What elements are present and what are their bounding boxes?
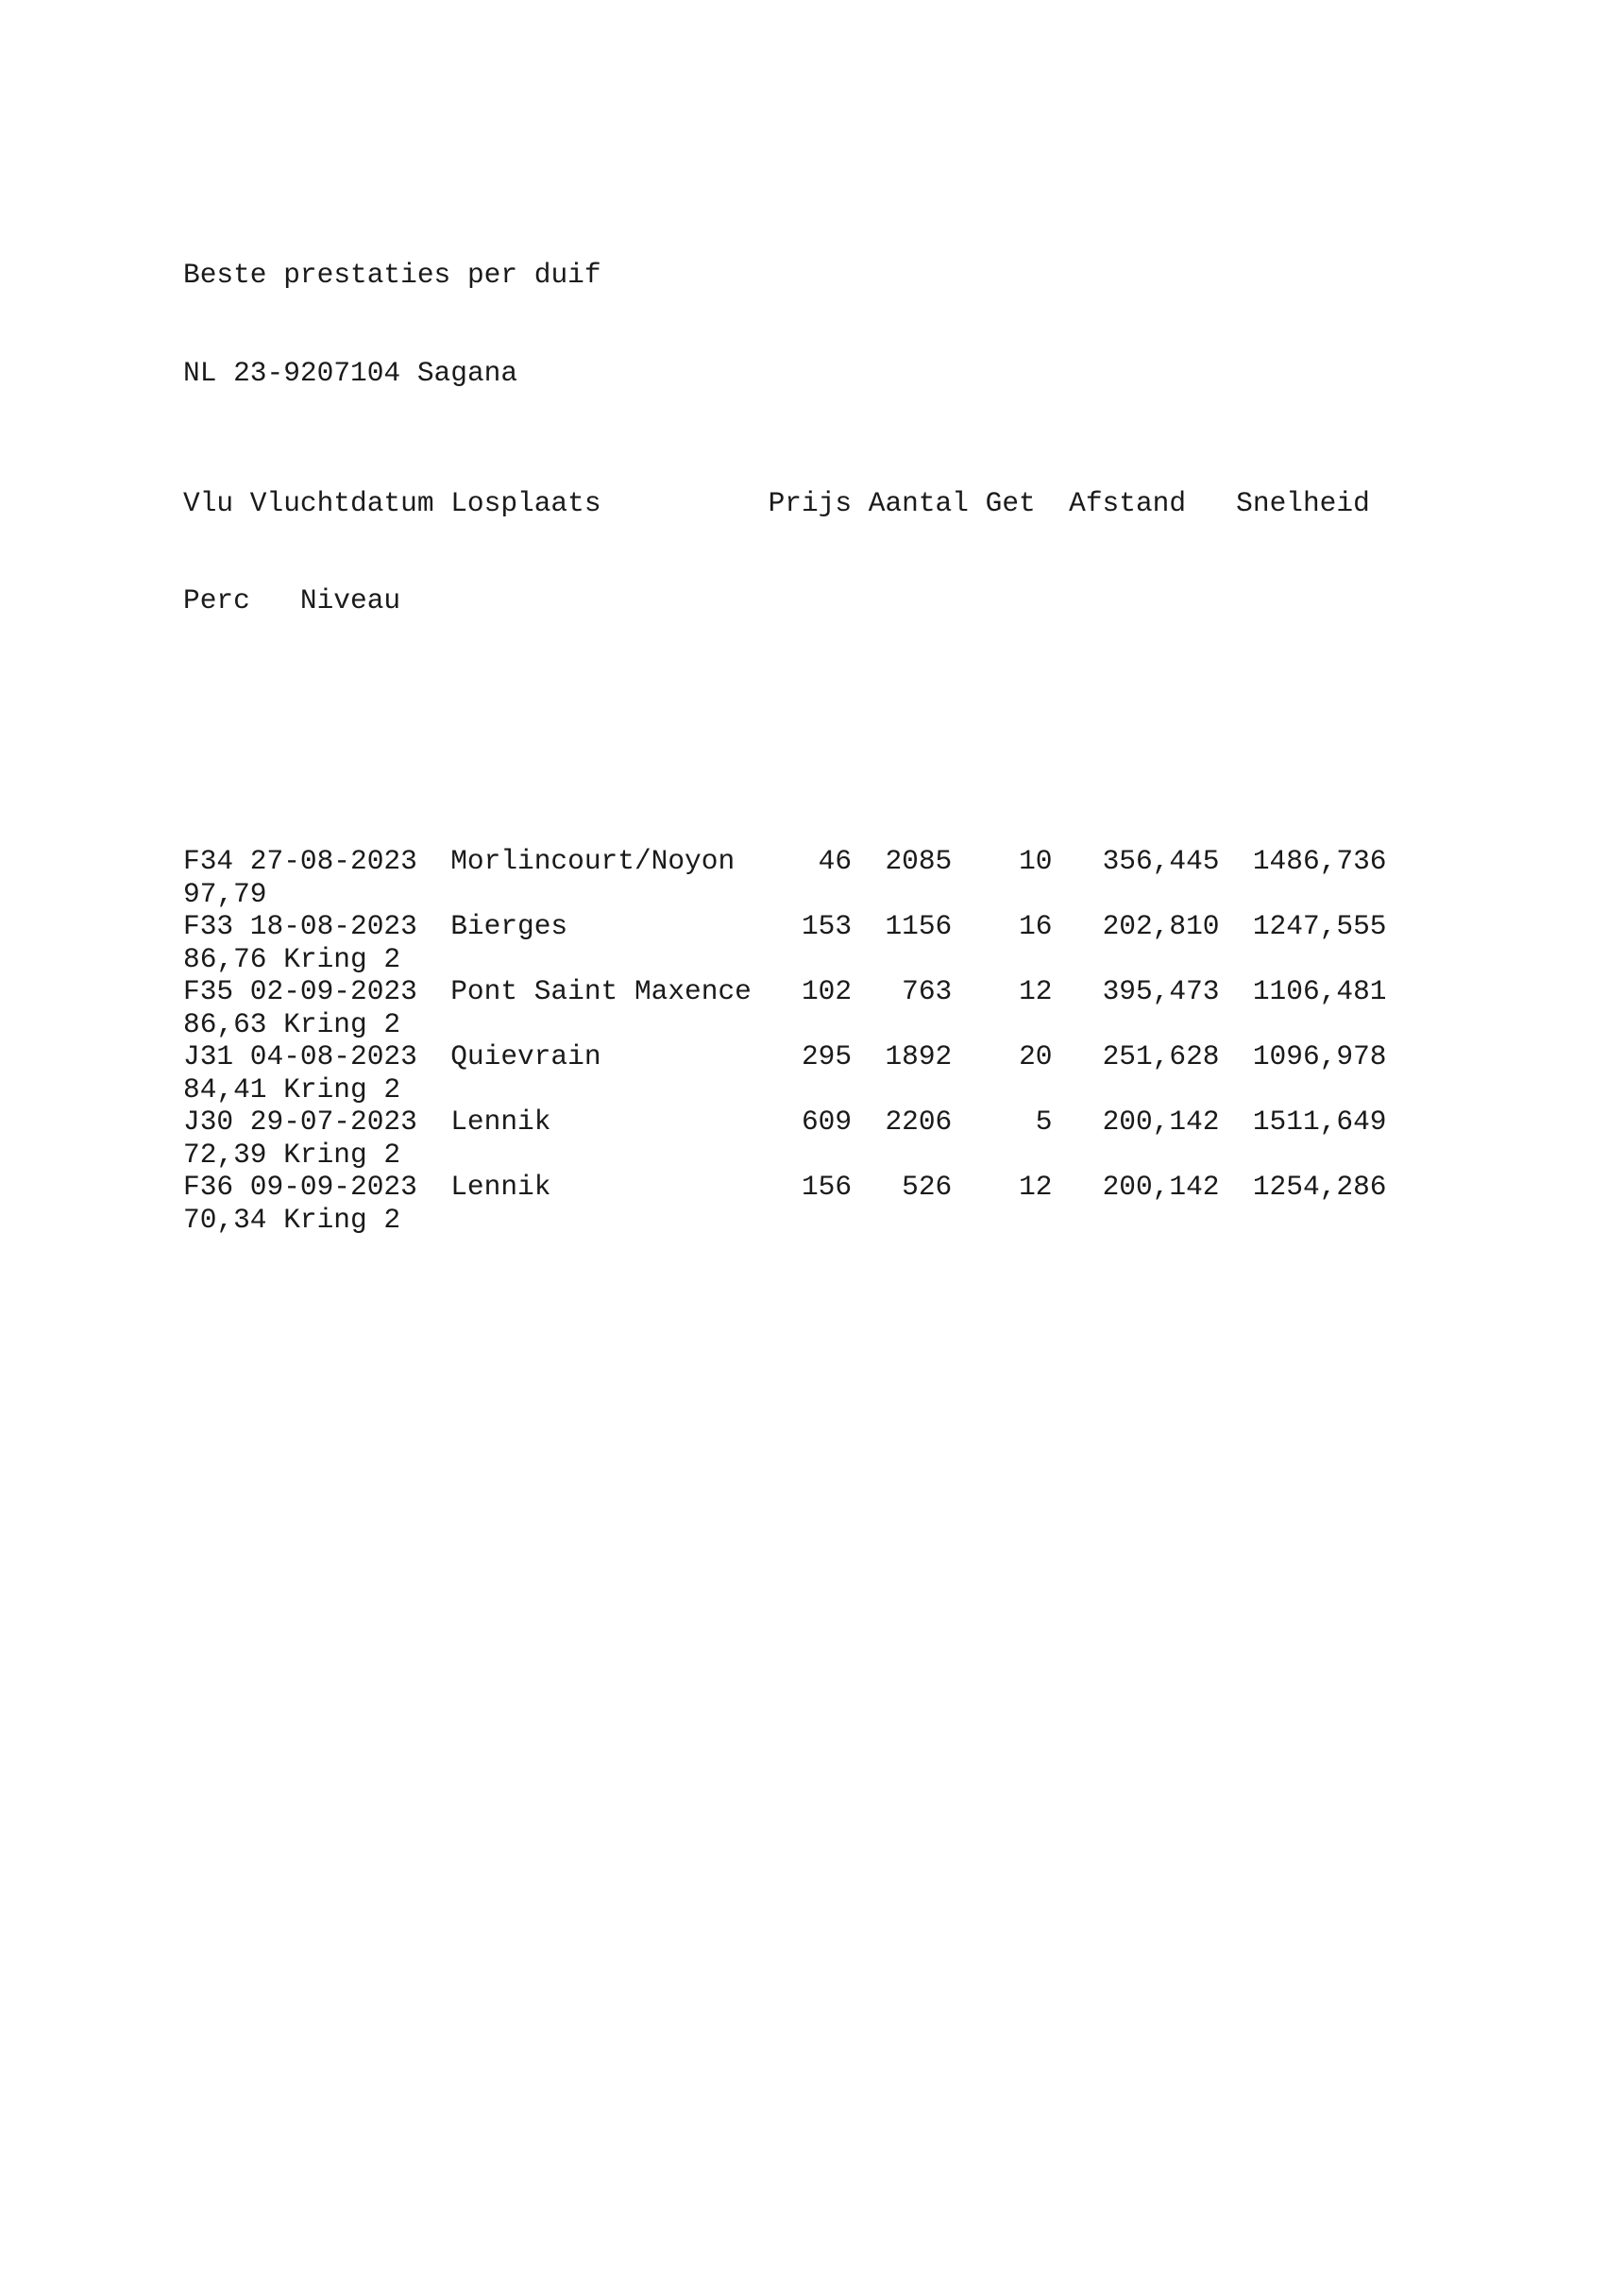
row-snelheid: 1254,286 <box>1252 1171 1387 1203</box>
header-losplaats: Losplaats <box>450 486 601 519</box>
header-niveau: Niveau <box>299 584 401 616</box>
row-losplaats: Quievrain <box>450 1040 601 1072</box>
header-vluchtdatum: Vluchtdatum <box>249 486 434 519</box>
row-losplaats: Bierges <box>450 910 568 942</box>
report <box>183 194 1386 1301</box>
row-niveau: Kring 2 <box>283 1072 401 1106</box>
row-aantal: 2085 <box>885 845 953 877</box>
row-perc: 97,79 <box>183 877 267 910</box>
table-row-continuation <box>183 1008 1386 1041</box>
table-row-continuation <box>183 878 1386 911</box>
header-snelheid: Snelheid <box>1236 486 1370 519</box>
row-vlu: F35 <box>183 975 234 1007</box>
row-get: 16 <box>1019 910 1053 942</box>
table-row <box>183 1040 1386 1073</box>
table-row <box>183 1171 1386 1204</box>
row-vluchtdatum: 04-08-2023 <box>249 1040 417 1072</box>
row-prijs: 295 <box>801 1040 853 1072</box>
row-aantal: 1156 <box>885 910 953 942</box>
table-row-continuation <box>183 1204 1386 1237</box>
table-row <box>183 910 1386 943</box>
row-get: 12 <box>1019 1171 1053 1203</box>
row-prijs: 156 <box>801 1171 853 1203</box>
row-prijs: 153 <box>801 910 853 942</box>
table-row <box>183 845 1386 878</box>
row-niveau: Kring 2 <box>283 1138 401 1171</box>
row-afstand: 251,628 <box>1102 1040 1220 1072</box>
row-snelheid: 1096,978 <box>1252 1040 1387 1072</box>
row-losplaats: Lennik <box>450 1106 551 1138</box>
row-vluchtdatum: 02-09-2023 <box>249 975 417 1007</box>
table-row <box>183 1106 1386 1139</box>
row-snelheid: 1511,649 <box>1252 1106 1387 1138</box>
row-aantal: 2206 <box>885 1106 953 1138</box>
spacer <box>183 715 1386 748</box>
row-niveau: Kring 2 <box>283 942 401 975</box>
row-losplaats: Pont Saint Maxence <box>450 975 752 1007</box>
row-afstand: 356,445 <box>1102 845 1220 877</box>
header-afstand: Afstand <box>1069 486 1187 519</box>
row-perc: 86,63 <box>183 1007 267 1040</box>
row-perc: 72,39 <box>183 1138 267 1171</box>
table-row-continuation <box>183 1073 1386 1106</box>
row-vlu: J31 <box>183 1040 234 1072</box>
row-vluchtdatum: 27-08-2023 <box>249 845 417 877</box>
header-perc: Perc <box>183 584 250 616</box>
row-losplaats: Morlincourt/Noyon <box>450 845 736 877</box>
row-perc: 84,41 <box>183 1072 267 1106</box>
row-snelheid: 1106,481 <box>1252 975 1387 1007</box>
row-afstand: 202,810 <box>1102 910 1220 942</box>
row-vluchtdatum: 18-08-2023 <box>249 910 417 942</box>
header-prijs: Prijs <box>768 486 853 519</box>
table-row-continuation <box>183 943 1386 976</box>
row-perc: 70,34 <box>183 1203 267 1236</box>
row-prijs: 609 <box>801 1106 853 1138</box>
row-prijs: 46 <box>818 845 853 877</box>
row-aantal: 763 <box>902 975 953 1007</box>
row-vlu: F34 <box>183 845 234 877</box>
row-vlu: F36 <box>183 1171 234 1203</box>
pigeon-id: NL 23-9207104 Sagana <box>183 356 518 389</box>
row-aantal: 526 <box>902 1171 953 1203</box>
results-rows <box>183 845 1386 1236</box>
row-vlu: J30 <box>183 1106 234 1138</box>
row-niveau: Kring 2 <box>283 1203 401 1236</box>
header-vlu: Vlu <box>183 486 234 519</box>
row-perc: 86,76 <box>183 942 267 975</box>
table-row-continuation <box>183 1139 1386 1172</box>
row-afstand: 200,142 <box>1102 1106 1220 1138</box>
table-row <box>183 975 1386 1008</box>
row-aantal: 1892 <box>885 1040 953 1072</box>
column-header-row <box>183 487 1386 520</box>
row-losplaats: Lennik <box>450 1171 551 1203</box>
header-get: Get <box>985 486 1036 519</box>
row-vluchtdatum: 29-07-2023 <box>249 1106 417 1138</box>
row-prijs: 102 <box>801 975 853 1007</box>
row-get: 20 <box>1019 1040 1053 1072</box>
row-vluchtdatum: 09-09-2023 <box>249 1171 417 1203</box>
row-get: 10 <box>1019 845 1053 877</box>
row-vlu: F33 <box>183 910 234 942</box>
row-afstand: 200,142 <box>1102 1171 1220 1203</box>
row-get: 5 <box>1035 1106 1053 1138</box>
header-aantal: Aantal <box>868 486 969 519</box>
report-title: Beste prestaties per duif <box>183 259 601 291</box>
row-snelheid: 1486,736 <box>1252 845 1387 877</box>
column-header-row-2 <box>183 584 1386 617</box>
row-niveau: Kring 2 <box>283 1007 401 1040</box>
row-get: 12 <box>1019 975 1053 1007</box>
row-snelheid: 1247,555 <box>1252 910 1387 942</box>
row-afstand: 395,473 <box>1102 975 1220 1007</box>
